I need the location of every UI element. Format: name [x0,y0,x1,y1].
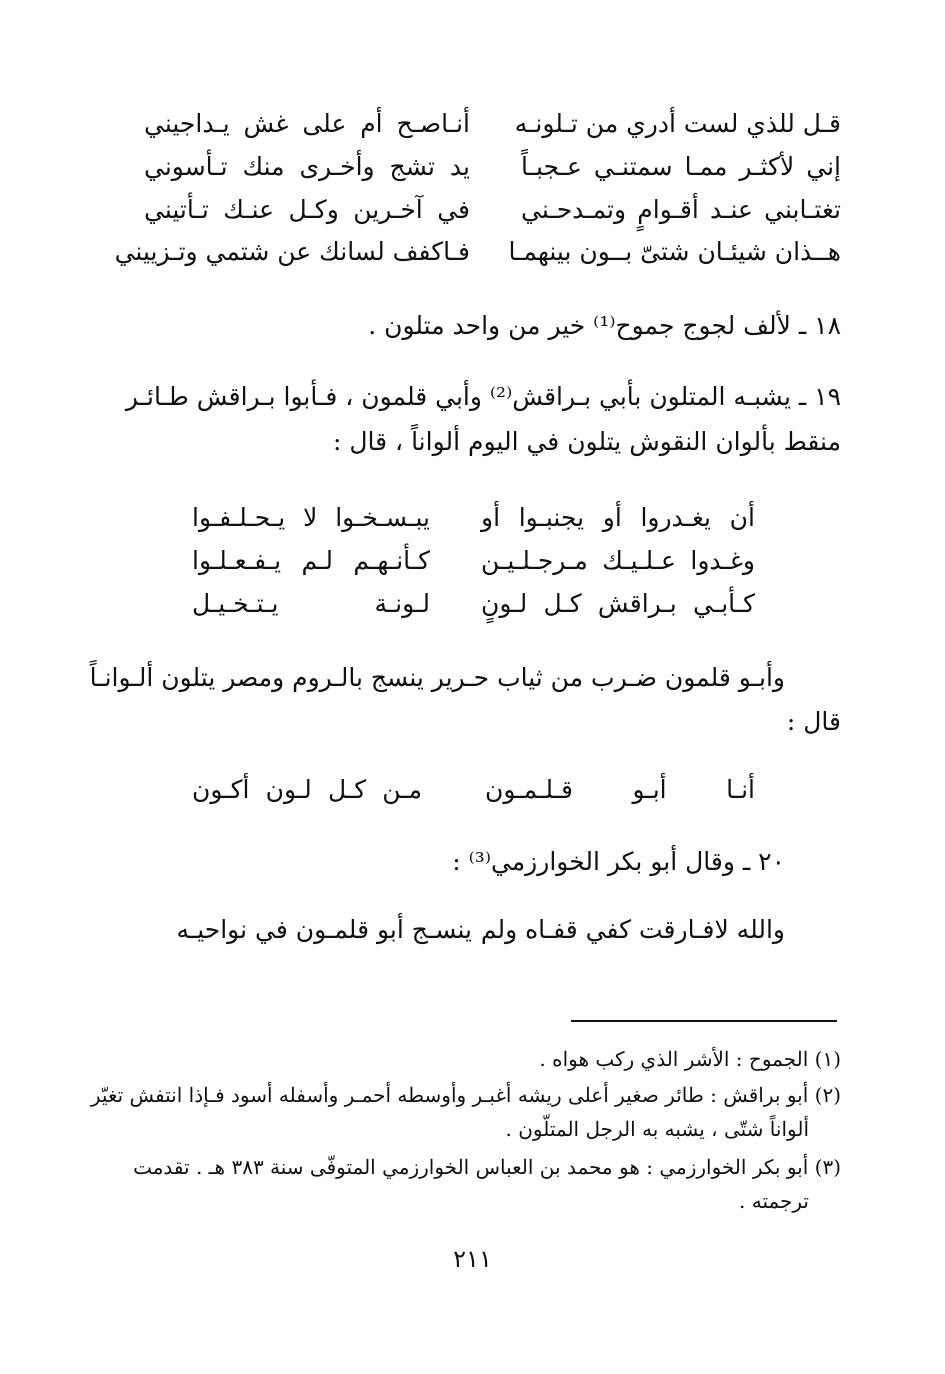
poem3-line [192,770,755,810]
page-number: ٢١١ [453,1245,492,1273]
qalamun-paragraph-line-2: قال : [786,707,841,736]
poem2-line-3 [192,584,755,624]
footnote-3-line-1: (٣) أبو بكر الخوارزمي : هو محمد بن العباس الخوارزمي المتوفّى سنة ٣٨٣ هـ . تقدمت [133,1155,841,1179]
poem1-line-2-first-hemistich: إني لأكثـر ممـا سمتنـي عـجبـاً [521,152,841,181]
poem1-line-4-second-hemistich: فـاكفف لسانك عن شتمي وتـزييني [114,237,470,266]
poem1-line-2-second-hemistich: يد تشج وأخـرى منك تـأسوني [144,152,470,181]
item-18-paragraph: ١٨ ـ لألف لجوج جموح⁽¹⁾ خير من واحد متلون . [368,311,841,340]
footnote-1: (١) الجموح : الأشر الذي ركب هواه . [539,1047,841,1071]
poem2-line-1-first-hemistich: أن يغـدروا أو يجنبـوا أو [481,503,755,532]
poem1-line-4 [114,232,841,272]
footnote-3-line-2: ترجمته . [739,1189,809,1213]
poem2-line-1-second-hemistich: يبـسـخـوا لا يـحـلـفـوا [192,503,430,532]
poem3-first-hemistich: أنـا أبـو قـلـمـون [485,775,755,804]
poem4-line [176,910,785,950]
poem2-line-2-second-hemistich: كـأنـهـم لـم يـفـعـلـوا [192,546,430,575]
footnote-2-line-1: (٢) أبو براقش : طائر صغير أعلى ريشه أغبـر وأوسطه أحمـر وأسفله أسود فـإذا انتفش تغيّر [90,1083,841,1107]
poem4-second-hemistich: ينسـج أبو قلمـون في نواحيـه [176,915,472,944]
poem4-first-hemistich: والله لافـارقت كفي قفـاه ولم [480,915,785,944]
poem2-line-3-second-hemistich: لـونـة يـتـخـيـل [192,589,430,618]
poem2-line-2 [192,541,755,581]
item-19-line-1: ١٩ ـ يشبـه المتلون بأبي بـراقش⁽²⁾ وأبي قلمون ، فـأبوا بـراقش طـائـر [125,382,841,411]
poem1-line-3 [144,190,841,230]
poem1-line-2 [144,147,841,187]
poem1-line-1 [144,104,841,144]
qalamun-paragraph-line-1: وأبـو قلمون ضـرب من ثياب حـرير ينسج بالـروم ومصر يتلون ألـوانـاً [89,663,785,692]
footnote-2-line-2: ألواناً شتّى ، يشبه به الرجل المتلّون . [505,1117,809,1141]
item-19-line-2: منقط بألوان النقوش يتلون في اليوم ألواناً ، قال : [333,427,841,456]
poem2-line-1 [192,498,755,538]
poem1-line-1-second-hemistich: أنـاصـح أم على غش يـداجيني [144,109,470,138]
poem2-line-3-first-hemistich: كـأبـي بـراقش كـل لـونٍ [481,589,755,618]
poem1-line-3-first-hemistich: تغتـابني عنـد أقـوامٍ وتمـدحـني [521,195,841,224]
poem1-line-1-first-hemistich: قـل للذي لست أدري من تـلونـه [514,109,841,138]
footnote-separator [571,1020,837,1022]
poem3-second-hemistich: مـن كـل لـون أكـون [192,775,422,804]
poem1-line-3-second-hemistich: في آخـرين وكـل عنـك تـأتيني [144,195,470,224]
item-20-paragraph: ٢٠ ـ وقال أبو بكر الخوارزمي⁽³⁾ : [452,847,785,876]
poem1-line-4-first-hemistich: هــذان شيئـان شتىّ بــون بينهمـا [508,237,841,266]
poem2-line-2-first-hemistich: وغـدوا عـلـيـك مـرجـلـيـن [481,546,755,575]
